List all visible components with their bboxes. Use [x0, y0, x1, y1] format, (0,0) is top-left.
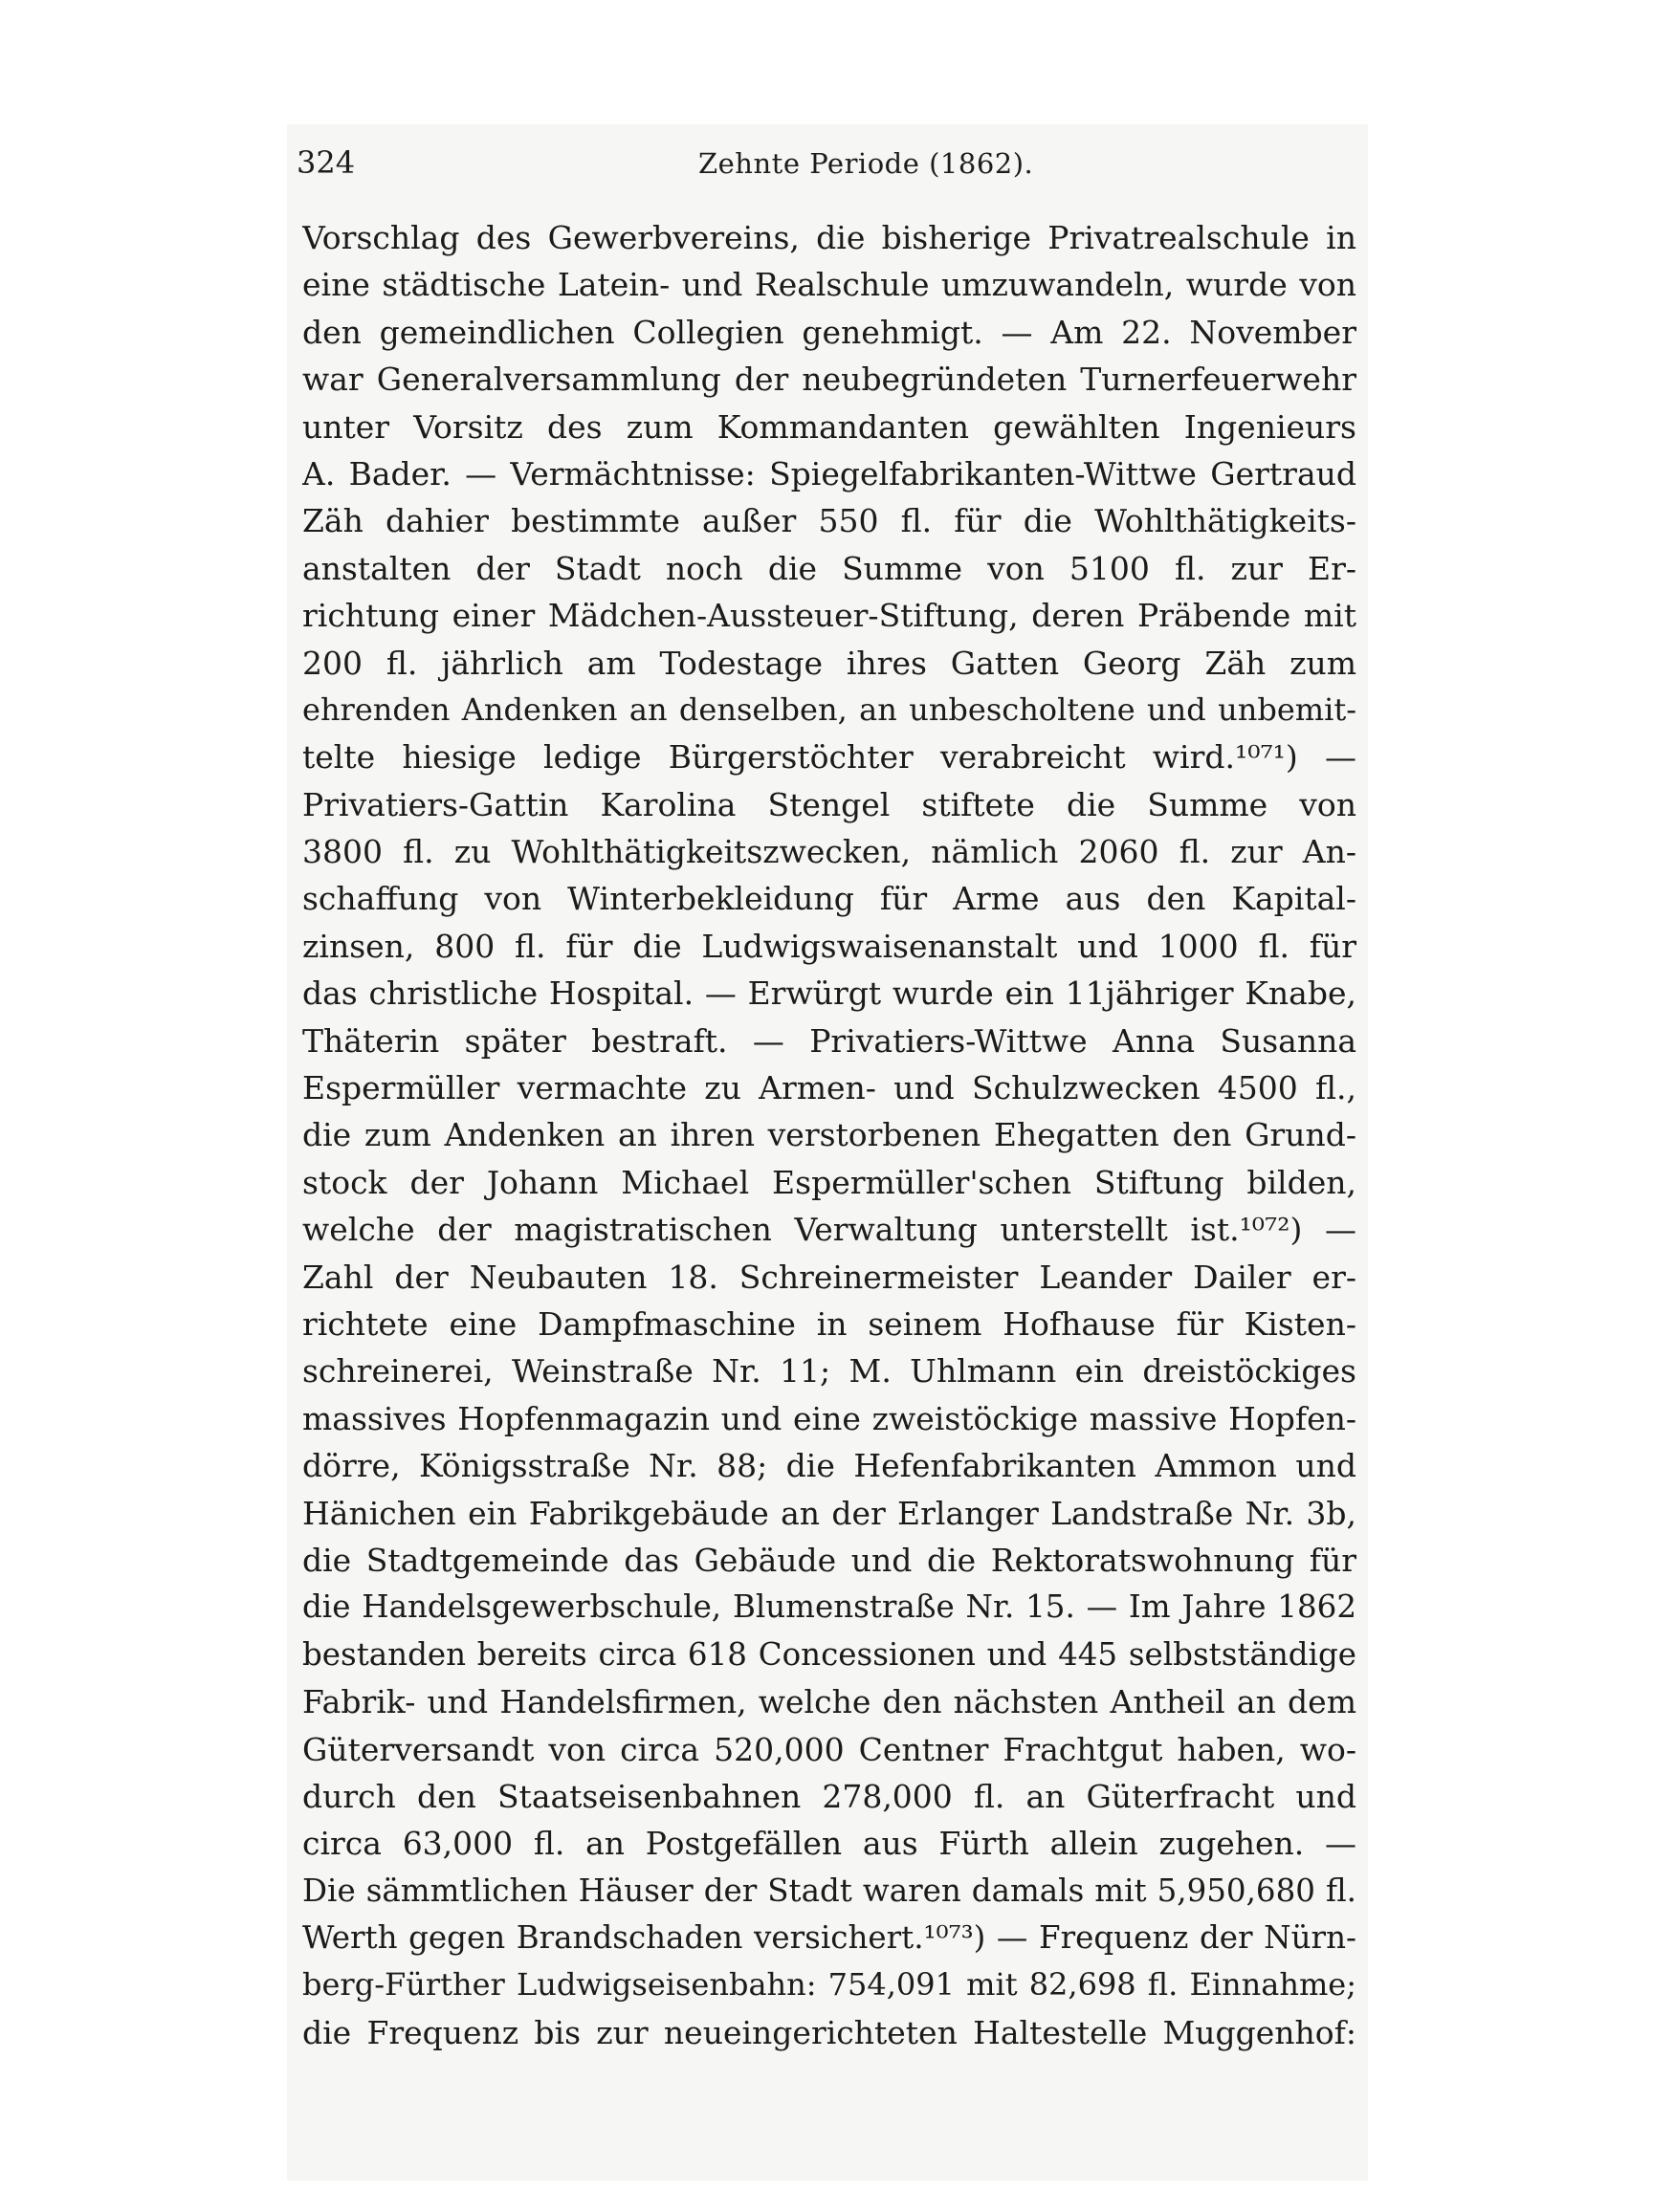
text-line: A. Bader. — Vermächtnisse: Spiegelfabrikanten-Wittwe Gertraud: [302, 454, 1356, 493]
text-line: Fabrik- und Handelsfirmen, welche den nächsten Antheil an dem: [302, 1683, 1356, 1721]
text-line: richtete eine Dampfmaschine in seinem Hofhause für Kisten-: [302, 1304, 1356, 1343]
text-line: war Generalversammlung der neubegründeten Turnerfeuerwehr: [302, 361, 1356, 399]
text-line: unter Vorsitz des zum Kommandanten gewählten Ingenieurs: [302, 407, 1356, 446]
text-line: Hänichen ein Fabrikgebäude an der Erlanger Landstraße Nr. 3b,: [302, 1494, 1356, 1532]
text-line: schaffung von Winterbekleidung für Arme aus den Kapital-: [302, 880, 1356, 918]
text-line: stock der Johann Michael Espermüller'schen Stiftung bilden,: [302, 1163, 1356, 1201]
text-line: Zahl der Neubauten 18. Schreinermeister Leander Dailer er-: [302, 1258, 1356, 1296]
running-title: Zehnte Periode (1862).: [698, 147, 1034, 180]
text-line: richtung einer Mädchen-Aussteuer-Stiftung, deren Präbende mit: [302, 597, 1356, 635]
text-line: Güterversandt von circa 520,000 Centner Frachtgut haben, wo-: [302, 1730, 1356, 1768]
text-line: durch den Staatseisenbahnen 278,000 fl. an Güterfracht und: [302, 1777, 1356, 1815]
text-line: Privatiers-Gattin Karolina Stengel stiftete die Summe von: [302, 785, 1356, 823]
text-line: welche der magistratischen Verwaltung unterstellt ist.¹⁰⁷²) —: [302, 1211, 1356, 1249]
text-line: Thäterin später bestraft. — Privatiers-Wittwe Anna Susanna: [302, 1021, 1356, 1060]
text-line: die Frequenz bis zur neueingerichteten Haltestelle Muggenhof:: [302, 2013, 1356, 2051]
text-line: berg-Fürther Ludwigseisenbahn: 754,091 mit 82,698 fl. Einnahme;: [302, 1966, 1356, 2004]
text-line: die Handelsgewerbschule, Blumenstraße Nr. 15. — Im Jahre 1862: [302, 1588, 1356, 1626]
page-header: [297, 142, 1358, 189]
text-line: ehrenden Andenken an denselben, an unbescholtene und unbemit-: [302, 690, 1356, 728]
text-line: Espermüller vermachte zu Armen- und Schulzwecken 4500 fl.,: [302, 1069, 1356, 1107]
text-line: 200 fl. jährlich am Todestage ihres Gatten Georg Zäh zum: [302, 644, 1356, 682]
text-line: bestanden bereits circa 618 Concessionen und 445 selbstständige: [302, 1635, 1356, 1673]
text-line: die zum Andenken an ihren verstorbenen Ehegatten den Grund-: [302, 1116, 1356, 1154]
text-line: zinsen, 800 fl. für die Ludwigswaisenanstalt und 1000 fl. für: [302, 927, 1356, 965]
text-line: das christliche Hospital. — Erwürgt wurde ein 11jähriger Knabe,: [302, 975, 1356, 1013]
text-line: Zäh dahier bestimmte außer 550 fl. für die Wohlthätigkeits-: [302, 502, 1356, 540]
text-line: Vorschlag des Gewerbvereins, die bisherige Privatrealschule in: [302, 219, 1356, 256]
text-line: dörre, Königsstraße Nr. 88; die Hefenfabrikanten Ammon und: [302, 1447, 1356, 1485]
text-line: die Stadtgemeinde das Gebäude und die Rektoratswohnung für: [302, 1541, 1356, 1579]
text-line: Die sämmtlichen Häuser der Stadt waren damals mit 5,950,680 fl.: [302, 1872, 1356, 1909]
text-line: eine städtische Latein- und Realschule umzuwandeln, wurde von: [302, 266, 1356, 304]
text-line: schreinerei, Weinstraße Nr. 11; M. Uhlmann ein dreistöckiges: [302, 1352, 1356, 1391]
body-text: [302, 214, 1356, 2056]
text-line: circa 63,000 fl. an Postgefällen aus Fürth allein zugehen. —: [302, 1825, 1356, 1863]
page-number: 324: [297, 144, 356, 181]
text-line: anstalten der Stadt noch die Summe von 5100 fl. zur Er-: [302, 549, 1356, 587]
text-line: den gemeindlichen Collegien genehmigt. — Am 22. November: [302, 313, 1356, 351]
text-line: massives Hopfenmagazin und eine zweistöckige massive Hopfen-: [302, 1399, 1356, 1437]
text-line: Werth gegen Brandschaden versichert.¹⁰⁷³) — Frequenz der Nürn-: [302, 1919, 1356, 1957]
text-line: 3800 fl. zu Wohlthätigkeitszwecken, nämlich 2060 fl. zur An-: [302, 833, 1356, 871]
text-line: telte hiesige ledige Bürgerstöchter verabreicht wird.¹⁰⁷¹) —: [302, 738, 1356, 777]
